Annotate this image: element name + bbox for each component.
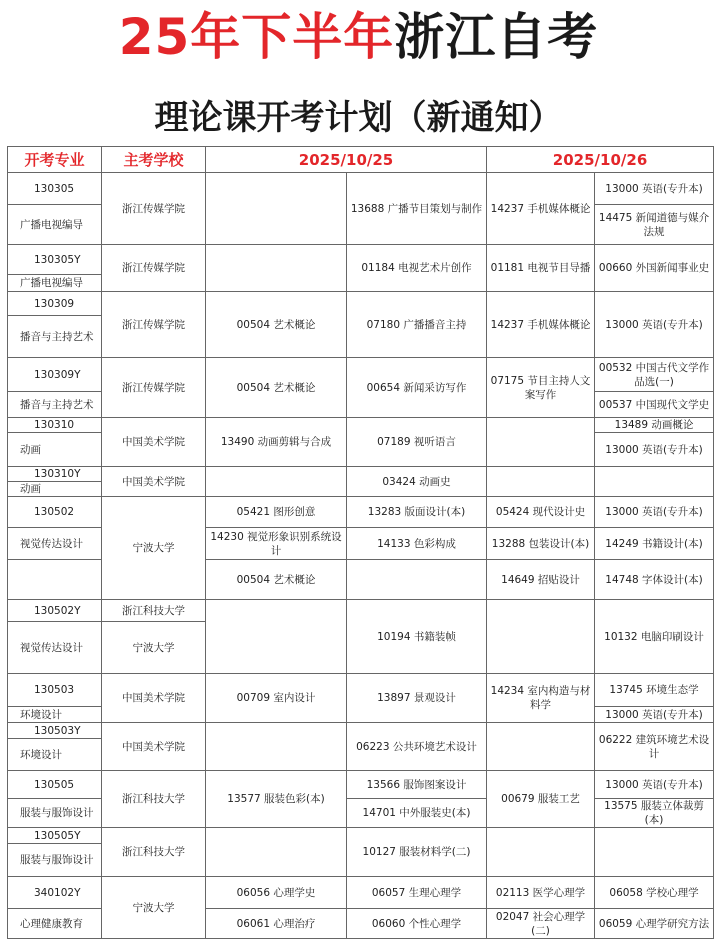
school: 宁波大学 (102, 877, 206, 939)
course-cell: 00679 服装工艺 (487, 771, 595, 828)
course-cell: 14748 字体设计(本) (595, 560, 714, 600)
school: 宁波大学 (102, 497, 206, 600)
course-cell: 06060 个性心理学 (347, 909, 487, 939)
course-cell: 01184 电视艺术片创作 (347, 245, 487, 292)
course-cell: 07189 视听语言 (347, 418, 487, 467)
major-code: 130505 (8, 771, 102, 799)
major-code: 130310Y (8, 467, 102, 482)
empty-cell (206, 245, 347, 292)
course-cell: 02113 医学心理学 (487, 877, 595, 909)
empty-cell (206, 828, 347, 877)
major-name: 服装与服饰设计 (8, 844, 102, 877)
course-cell: 06059 心理学研究方法 (595, 909, 714, 939)
school: 中国美术学院 (102, 723, 206, 771)
course-cell: 06222 建筑环境艺术设计 (595, 723, 714, 771)
course-cell: 13000 英语(专升本) (595, 707, 714, 723)
header-school: 主考学校 (102, 147, 206, 173)
empty-cell (206, 723, 347, 771)
major-code: 130503Y (8, 723, 102, 739)
course-cell: 13000 英语(专升本) (595, 433, 714, 467)
major-name: 服装与服饰设计 (8, 799, 102, 828)
course-cell: 06061 心理治疗 (206, 909, 347, 939)
school: 浙江科技大学 (102, 600, 206, 622)
course-cell: 06056 心理学史 (206, 877, 347, 909)
major-code: 340102Y (8, 877, 102, 909)
course-cell: 13490 动画剪辑与合成 (206, 418, 347, 467)
school: 中国美术学院 (102, 467, 206, 497)
course-cell: 01181 电视节目导播 (487, 245, 595, 292)
course-cell: 14237 手机媒体概论 (487, 173, 595, 245)
course-cell: 14249 书籍设计(本) (595, 528, 714, 560)
course-cell: 14230 视觉形象识别系统设计 (206, 528, 347, 560)
major-name: 播音与主持艺术 (8, 392, 102, 418)
main-title-red: 25年下半年 (118, 8, 395, 66)
course-cell: 10132 电脑印刷设计 (595, 600, 714, 674)
school: 宁波大学 (102, 622, 206, 674)
empty-cell (8, 560, 102, 600)
course-cell: 13000 英语(专升本) (595, 497, 714, 528)
major-code: 130502Y (8, 600, 102, 622)
empty-cell (487, 600, 595, 674)
main-title-black: 浙江自考 (394, 8, 599, 66)
course-cell: 13283 版面设计(本) (347, 497, 487, 528)
course-cell: 00504 艺术概论 (206, 560, 347, 600)
school: 浙江传媒学院 (102, 292, 206, 358)
header-day2: 2025/10/26 (487, 147, 714, 173)
major-name: 动画 (8, 433, 102, 467)
major-code: 130305Y (8, 245, 102, 275)
empty-cell (487, 418, 595, 467)
course-cell: 00504 艺术概论 (206, 292, 347, 358)
course-cell: 13566 服饰图案设计 (347, 771, 487, 799)
major-name: 动画 (8, 482, 102, 497)
school: 浙江传媒学院 (102, 245, 206, 292)
course-cell: 13897 景观设计 (347, 674, 487, 723)
empty-cell (487, 467, 595, 497)
major-name: 播音与主持艺术 (8, 316, 102, 358)
course-cell: 06223 公共环境艺术设计 (347, 723, 487, 771)
major-name: 广播电视编导 (8, 205, 102, 245)
empty-cell (347, 560, 487, 600)
major-code: 130309 (8, 292, 102, 316)
exam-schedule-table (7, 146, 714, 939)
course-cell: 13688 广播节目策划与制作 (347, 173, 487, 245)
course-cell: 06057 生理心理学 (347, 877, 487, 909)
major-name: 环境设计 (8, 707, 102, 723)
school: 中国美术学院 (102, 674, 206, 723)
course-cell: 13575 服装立体裁剪(本) (595, 799, 714, 828)
course-cell: 13000 英语(专升本) (595, 173, 714, 205)
course-cell: 13745 环境生态学 (595, 674, 714, 707)
school: 浙江传媒学院 (102, 173, 206, 245)
course-cell: 00660 外国新闻事业史 (595, 245, 714, 292)
major-code: 130310 (8, 418, 102, 433)
course-cell: 00654 新闻采访写作 (347, 358, 487, 418)
course-cell: 07180 广播播音主持 (347, 292, 487, 358)
major-name: 广播电视编导 (8, 275, 102, 292)
main-title (0, 6, 717, 68)
major-name: 视觉传达设计 (8, 622, 102, 674)
empty-cell (487, 723, 595, 771)
course-cell: 14234 室内构造与材料学 (487, 674, 595, 723)
major-name: 视觉传达设计 (8, 528, 102, 560)
empty-cell (206, 600, 347, 674)
course-cell: 13489 动画概论 (595, 418, 714, 433)
school: 浙江科技大学 (102, 771, 206, 828)
header-day1: 2025/10/25 (206, 147, 487, 173)
empty-cell (595, 467, 714, 497)
empty-cell (595, 828, 714, 877)
course-cell: 14649 招贴设计 (487, 560, 595, 600)
course-cell: 03424 动画史 (347, 467, 487, 497)
course-cell: 00709 室内设计 (206, 674, 347, 723)
school: 中国美术学院 (102, 418, 206, 467)
course-cell: 02047 社会心理学(二) (487, 909, 595, 939)
subtitle: 理论课开考计划（新通知） (154, 98, 563, 138)
school: 浙江传媒学院 (102, 358, 206, 418)
course-cell: 00504 艺术概论 (206, 358, 347, 418)
empty-cell (206, 467, 347, 497)
course-cell: 14475 新闻道德与媒介法规 (595, 205, 714, 245)
course-cell: 10194 书籍装帧 (347, 600, 487, 674)
course-cell: 13000 英语(专升本) (595, 292, 714, 358)
header (0, 0, 717, 143)
major-code: 130502 (8, 497, 102, 528)
course-cell: 13000 英语(专升本) (595, 771, 714, 799)
school: 浙江科技大学 (102, 828, 206, 877)
header-major: 开考专业 (8, 147, 102, 173)
empty-cell (487, 828, 595, 877)
major-code: 130309Y (8, 358, 102, 392)
course-cell: 05424 现代设计史 (487, 497, 595, 528)
course-cell: 00537 中国现代文学史 (595, 392, 714, 418)
empty-cell (206, 173, 347, 245)
course-cell: 14237 手机媒体概论 (487, 292, 595, 358)
major-name: 心理健康教育 (8, 909, 102, 939)
course-cell: 14701 中外服装史(本) (347, 799, 487, 828)
major-code: 130505Y (8, 828, 102, 844)
course-cell: 13577 服装色彩(本) (206, 771, 347, 828)
major-code: 130503 (8, 674, 102, 707)
major-name: 环境设计 (8, 739, 102, 771)
major-code: 130305 (8, 173, 102, 205)
course-cell: 06058 学校心理学 (595, 877, 714, 909)
course-cell: 07175 节目主持人文案写作 (487, 358, 595, 418)
course-cell: 05421 图形创意 (206, 497, 347, 528)
course-cell: 13288 包装设计(本) (487, 528, 595, 560)
course-cell: 10127 服装材料学(二) (347, 828, 487, 877)
course-cell: 14133 色彩构成 (347, 528, 487, 560)
course-cell: 00532 中国古代文学作品选(一) (595, 358, 714, 392)
